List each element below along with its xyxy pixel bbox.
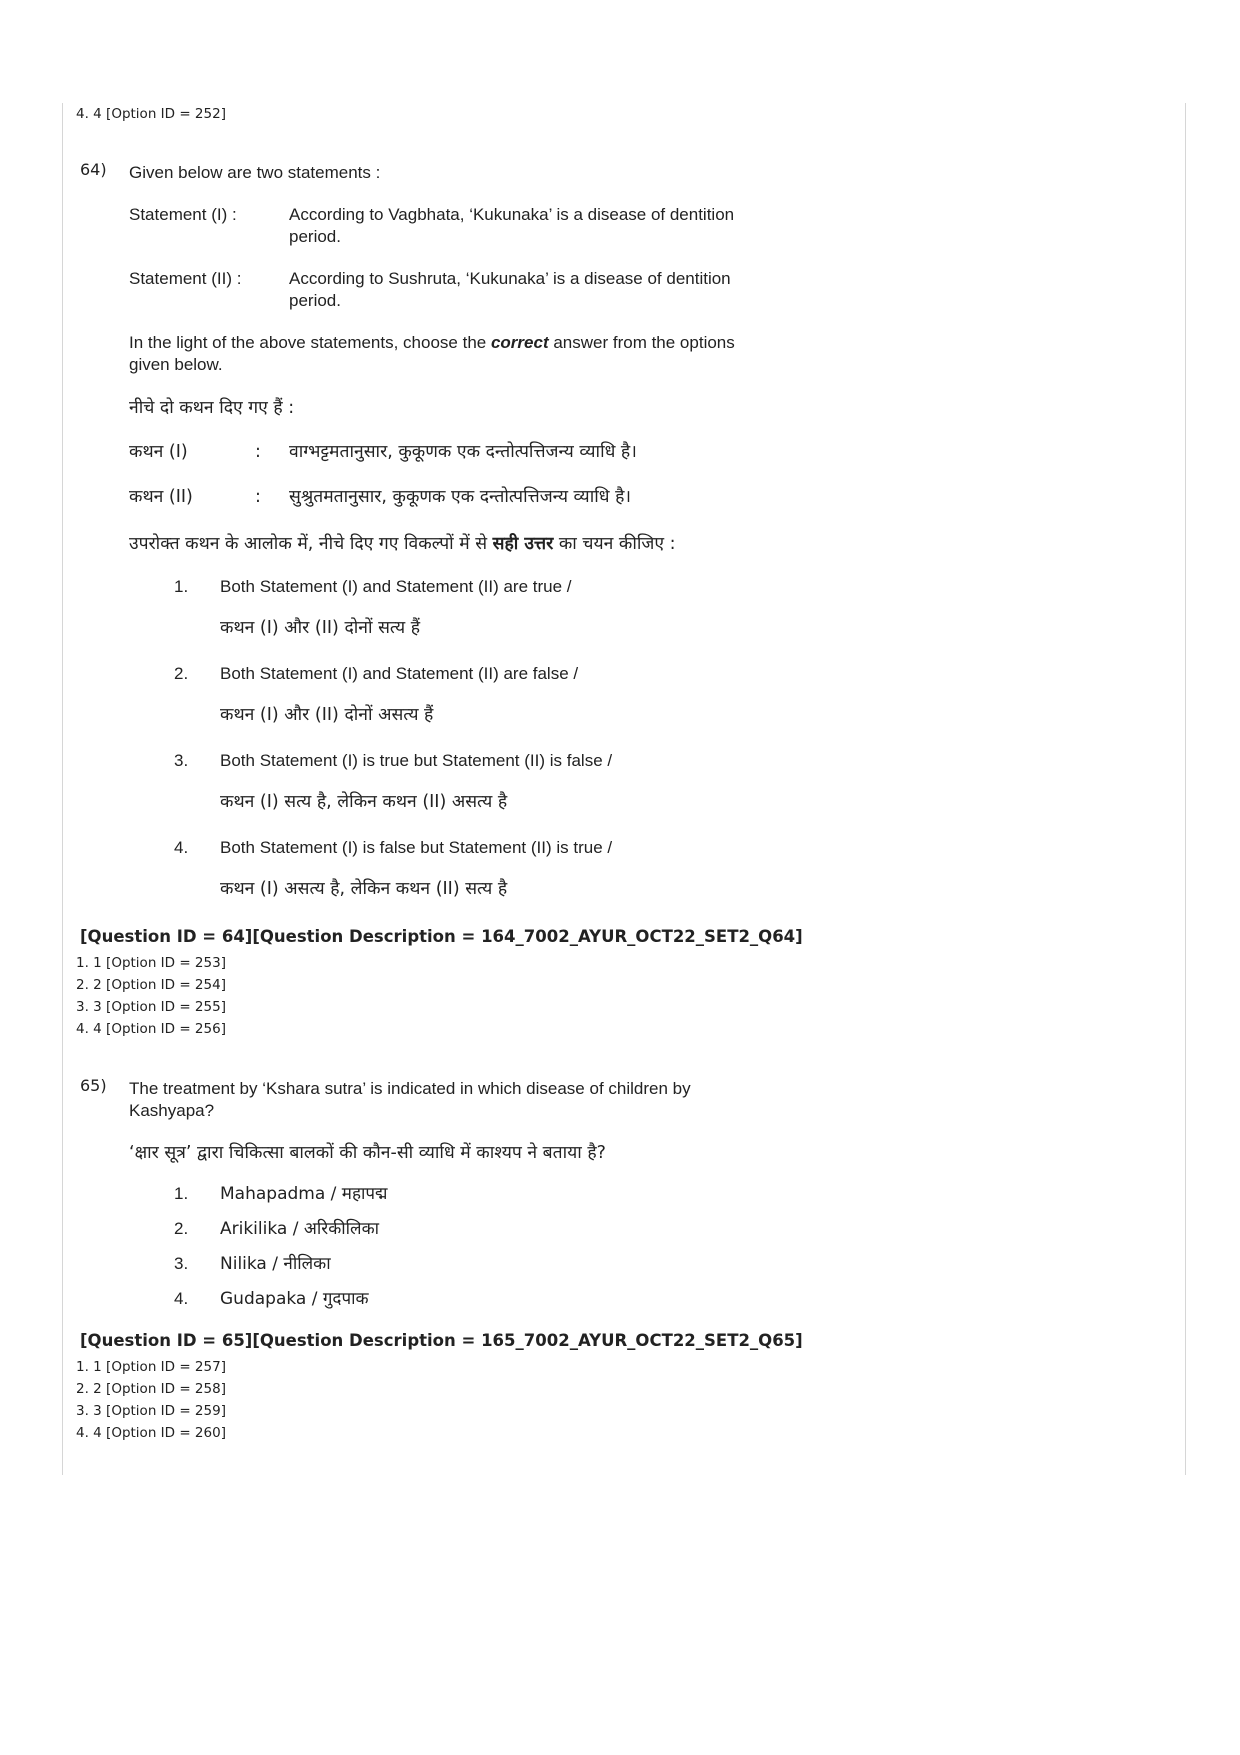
choice-text-en: Both Statement (I) is false but Statement (II) is true /	[220, 838, 613, 857]
hindi-statement-2-text: सुश्रुतमतानुसार, कुकूणक एक दन्तोत्पत्तिजन्य व्याधि है।	[289, 487, 632, 507]
choice-text-hi: कथन (I) और (II) दोनों सत्य हैं	[220, 618, 420, 638]
choice-number: 1.	[174, 1184, 189, 1203]
choice-text-hi: कथन (I) और (II) दोनों असत्य हैं	[220, 705, 434, 725]
choice-text: Mahapadma / महापद्म	[220, 1184, 388, 1204]
statement-2-text-line1: According to Sushruta, ‘Kukunaka’ is a disease of dentition	[289, 269, 731, 288]
option-line: 2. 2 [Option ID = 258]	[76, 1381, 226, 1397]
instruction-post: answer from the options	[548, 333, 735, 352]
question-id: [Question ID = 65][Question Description = 165_7002_AYUR_OCT22_SET2_Q65]	[80, 1331, 803, 1350]
hindi-intro: नीचे दो कथन दिए गए हैं :	[129, 398, 295, 418]
question-number: 64)	[80, 160, 107, 179]
question-id: [Question ID = 64][Question Description = 164_7002_AYUR_OCT22_SET2_Q64]	[80, 927, 803, 946]
option-line: 1. 1 [Option ID = 257]	[76, 1359, 226, 1375]
option-line: 1. 1 [Option ID = 253]	[76, 955, 226, 971]
choice-number: 2.	[174, 1219, 189, 1238]
hindi-instruction-pre: उपरोक्त कथन के आलोक में, नीचे दिए गए विकल्पों में से	[129, 534, 493, 554]
hindi-question-text: ‘क्षार सूत्र’ द्वारा चिकित्सा बालकों की कौन-सी व्याधि में काश्यप ने बताया है?	[129, 1143, 606, 1163]
instruction-line1	[129, 332, 735, 354]
hindi-statement-1-text: वाग्भट्टमतानुसार, कुकूणक एक दन्तोत्पत्तिजन्य व्याधि है।	[289, 442, 637, 462]
hindi-instruction	[129, 533, 676, 555]
instruction-emphasis: correct	[490, 333, 549, 352]
statement-1-text-line1: According to Vagbhata, ‘Kukunaka’ is a disease of dentition	[289, 205, 735, 224]
choice-text-hi: कथन (I) सत्य है, लेकिन कथन (II) असत्य है	[220, 792, 508, 812]
choice-number: 1.	[174, 577, 189, 596]
statement-1-label: Statement (I) :	[129, 205, 237, 224]
colon: :	[255, 442, 261, 462]
choice-text: Arikilika / अरिकीलिका	[220, 1219, 380, 1239]
hindi-instruction-post: का चयन कीजिए :	[553, 534, 676, 554]
option-line: 3. 3 [Option ID = 259]	[76, 1403, 226, 1419]
hindi-statement-1-label: कथन (I)	[129, 442, 188, 462]
option-line: 3. 3 [Option ID = 255]	[76, 999, 226, 1015]
instruction-pre: In the light of the above statements, choose the	[129, 333, 491, 352]
choice-text-en: Both Statement (I) and Statement (II) are true /	[220, 577, 572, 596]
colon: :	[255, 487, 261, 507]
question-intro: Given below are two statements :	[129, 163, 381, 182]
choice-text: Gudapaka / गुदपाक	[220, 1289, 369, 1309]
choice-number: 3.	[174, 751, 189, 770]
choice-text-en: Both Statement (I) and Statement (II) are false /	[220, 664, 579, 683]
choice-number: 4.	[174, 838, 189, 857]
option-line: 2. 2 [Option ID = 254]	[76, 977, 226, 993]
hindi-instruction-bold: सही उत्तर	[492, 534, 554, 554]
statement-1-text-line2: period.	[289, 227, 341, 246]
choice-text: Nilika / नीलिका	[220, 1254, 331, 1274]
choice-number: 3.	[174, 1254, 189, 1273]
option-line: 4. 4 [Option ID = 256]	[76, 1021, 226, 1037]
question-text-line1: The treatment by ‘Kshara sutra’ is indicated in which disease of children by	[129, 1079, 691, 1098]
question-number: 65)	[80, 1076, 107, 1095]
option-line: 4. 4 [Option ID = 260]	[76, 1425, 226, 1441]
instruction-line2: given below.	[129, 355, 223, 374]
hindi-statement-2-label: कथन (II)	[129, 487, 193, 507]
option-line: 4. 4 [Option ID = 252]	[76, 106, 226, 122]
choice-text-hi: कथन (I) असत्य है, लेकिन कथन (II) सत्य है	[220, 879, 508, 899]
choice-text-en: Both Statement (I) is true but Statement (II) is false /	[220, 751, 613, 770]
choice-number: 2.	[174, 664, 189, 683]
choice-number: 4.	[174, 1289, 189, 1308]
statement-2-text-line2: period.	[289, 291, 341, 310]
statement-2-label: Statement (II) :	[129, 269, 242, 288]
question-text-line2: Kashyapa?	[129, 1101, 215, 1120]
